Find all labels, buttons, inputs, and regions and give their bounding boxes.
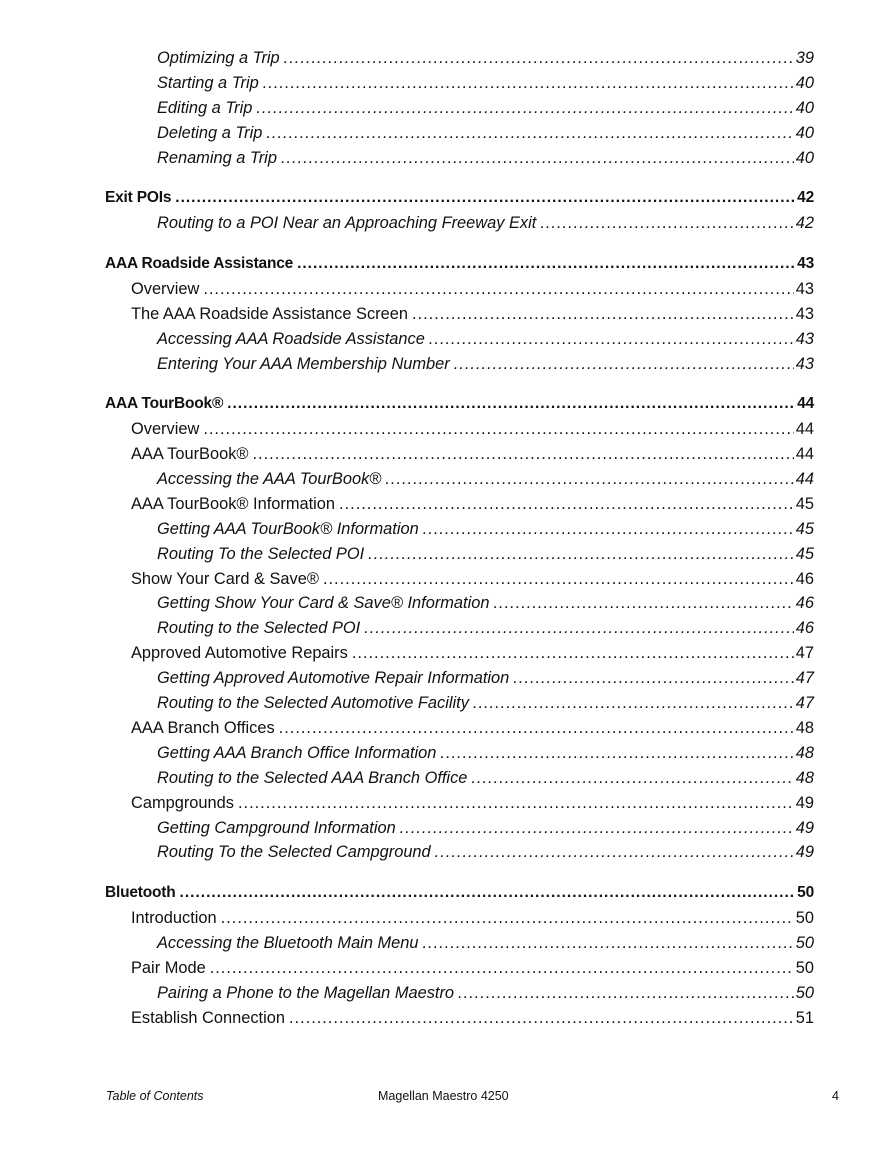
toc-section[interactable]	[131, 906, 814, 930]
toc-entry-page: 46	[795, 619, 814, 638]
toc-entry-label: Getting Approved Automotive Repair Information	[157, 669, 510, 688]
toc-entry[interactable]	[157, 741, 814, 765]
toc-section-page: 51	[795, 1008, 814, 1027]
toc-entry-label: Optimizing a Trip	[157, 49, 280, 67]
toc-entry-page: 48	[795, 743, 814, 762]
toc-section-label: Introduction	[131, 909, 217, 927]
dot-leader	[227, 392, 795, 416]
toc-entry-page: 40	[795, 148, 814, 167]
toc-entry[interactable]	[157, 517, 814, 541]
toc-entry[interactable]	[157, 591, 814, 615]
toc-section[interactable]	[131, 277, 814, 301]
toc-entry-page: 45	[795, 544, 814, 563]
dot-leader	[429, 327, 794, 351]
dot-leader	[368, 542, 794, 566]
toc-section-page: 43	[795, 279, 814, 298]
toc-entry-label: Accessing the AAA TourBook®	[157, 469, 382, 488]
toc-entry-page: 47	[795, 669, 814, 688]
toc-chapter-label: AAA TourBook®	[105, 395, 224, 413]
toc-entry-page: 40	[795, 73, 814, 92]
toc-section-label: Approved Automotive Repairs	[131, 644, 348, 663]
toc-entry-page: 39	[795, 49, 814, 67]
toc-section-label: AAA TourBook® Information	[131, 494, 336, 513]
toc-entry[interactable]	[157, 211, 814, 235]
toc-entry[interactable]	[157, 816, 814, 840]
toc-section-page: 50	[795, 958, 814, 977]
toc-entry[interactable]	[157, 766, 814, 790]
toc-entry-page: 46	[795, 594, 814, 613]
toc-section-label: Pair Mode	[131, 958, 206, 977]
toc-section-page: 45	[795, 494, 814, 513]
toc-section[interactable]	[131, 442, 814, 466]
toc-section[interactable]	[131, 956, 814, 980]
dot-leader	[279, 716, 794, 740]
toc-entry[interactable]	[157, 981, 814, 1005]
dot-leader	[352, 641, 794, 665]
toc-entry-label: Routing to a POI Near an Approaching Freeway Exit	[157, 214, 537, 233]
dot-leader	[540, 211, 793, 235]
dot-leader	[473, 691, 794, 715]
dot-leader	[454, 352, 794, 376]
toc-section-label: Establish Connection	[131, 1008, 285, 1027]
toc-entry[interactable]	[157, 840, 814, 864]
toc-entry-label: Renaming a Trip	[157, 148, 277, 167]
toc-chapter-page: 43	[797, 254, 814, 272]
toc-section[interactable]	[131, 641, 814, 665]
dot-leader	[400, 816, 794, 840]
toc-chapter[interactable]	[105, 186, 814, 210]
toc-entry-label: Routing to the Selected POI	[157, 619, 361, 638]
toc-section-page: 50	[795, 909, 814, 927]
toc-entry-page: 50	[795, 983, 814, 1002]
toc-entry[interactable]	[157, 666, 814, 690]
toc-entry-label: Getting Show Your Card & Save® Information	[157, 594, 490, 613]
toc-section[interactable]	[131, 791, 814, 815]
toc-chapter[interactable]	[105, 881, 814, 905]
dot-leader	[266, 121, 793, 145]
toc-entry-label: Entering Your AAA Membership Number	[157, 354, 450, 373]
toc-entry-label: Editing a Trip	[157, 98, 253, 117]
dot-leader	[513, 666, 793, 690]
dot-leader	[385, 467, 793, 491]
toc-entry[interactable]	[157, 542, 814, 566]
toc-chapter-page: 44	[797, 395, 814, 413]
toc-entry-label: Deleting a Trip	[157, 123, 263, 142]
dot-leader	[435, 840, 794, 864]
toc-entry-page: 40	[795, 123, 814, 142]
toc-section[interactable]	[131, 417, 814, 441]
toc-section-label: Campgrounds	[131, 793, 234, 812]
toc-entry[interactable]	[157, 327, 814, 351]
dot-leader	[221, 906, 794, 930]
toc-entry-page: 44	[795, 469, 814, 488]
toc-chapter-page: 50	[797, 884, 814, 902]
toc-entry-label: Pairing a Phone to the Magellan Maestro	[157, 983, 455, 1002]
toc-section[interactable]	[131, 567, 814, 591]
dot-leader	[471, 766, 793, 790]
toc-section-page: 47	[795, 644, 814, 663]
toc-entry-page: 45	[795, 519, 814, 538]
dot-leader	[440, 741, 793, 765]
toc-entry-label: Accessing AAA Roadside Assistance	[157, 329, 425, 348]
toc-entry-page: 49	[795, 843, 814, 862]
dot-leader	[423, 931, 794, 955]
toc-entry-label: Routing To the Selected POI	[157, 544, 365, 563]
toc-section-page: 43	[795, 304, 814, 323]
dot-leader	[423, 517, 794, 541]
toc-entry[interactable]	[157, 616, 814, 640]
footer-product-name: Magellan Maestro 4250	[378, 1089, 509, 1103]
toc-entry[interactable]	[157, 96, 814, 120]
toc-entry-page: 49	[795, 818, 814, 837]
toc-chapter-page: 42	[797, 189, 814, 207]
toc-section-page: 49	[795, 793, 814, 812]
toc-section-label: AAA Branch Offices	[131, 718, 275, 737]
toc-entry-label: Routing to the Selected Automotive Facility	[157, 694, 469, 712]
toc-entry[interactable]	[157, 467, 814, 491]
toc-section-page: 44	[795, 445, 814, 463]
toc-entry[interactable]	[157, 71, 814, 95]
toc-section[interactable]	[131, 302, 814, 326]
toc-section[interactable]	[131, 1006, 814, 1030]
toc-section-label: AAA TourBook®	[131, 445, 249, 463]
dot-leader	[297, 252, 795, 276]
toc-section-page: 44	[795, 420, 814, 439]
toc-entry-label: Accessing the Bluetooth Main Menu	[157, 933, 419, 952]
toc-entry-page: 40	[795, 98, 814, 117]
toc-entry[interactable]	[157, 146, 814, 170]
dot-leader	[289, 1006, 794, 1030]
toc-section-label: Overview	[131, 279, 200, 298]
toc-entry[interactable]	[157, 691, 814, 715]
dot-leader	[281, 146, 794, 170]
toc-chapter-label: AAA Roadside Assistance	[105, 254, 294, 272]
dot-leader	[263, 71, 794, 95]
dot-leader	[203, 277, 793, 301]
toc-entry-page: 47	[795, 694, 814, 712]
footer-section-title: Table of Contents	[106, 1089, 204, 1103]
toc-entry-page: 43	[795, 354, 814, 373]
toc-entry-label: Getting Campground Information	[157, 818, 396, 837]
dot-leader	[284, 46, 794, 70]
toc-section[interactable]	[131, 716, 814, 740]
footer-page-number: 4	[832, 1089, 839, 1103]
toc-section-page: 46	[795, 569, 814, 588]
dot-leader	[323, 567, 794, 591]
toc-section-label: Overview	[131, 420, 200, 439]
toc-entry-label: Getting AAA Branch Office Information	[157, 743, 437, 762]
toc-entry-page: 50	[795, 933, 814, 952]
toc-chapter[interactable]	[105, 392, 814, 416]
dot-leader	[238, 791, 794, 815]
toc-chapter-label: Bluetooth	[105, 884, 176, 902]
toc-entry[interactable]	[157, 352, 814, 376]
dot-leader	[339, 492, 794, 516]
dot-leader	[458, 981, 794, 1005]
dot-leader	[252, 442, 793, 466]
toc-entry[interactable]	[157, 931, 814, 955]
toc-entry[interactable]	[157, 121, 814, 145]
toc-entry-page: 42	[795, 214, 814, 233]
dot-leader	[364, 616, 794, 640]
toc-entry-label: Getting AAA TourBook® Information	[157, 519, 419, 538]
toc-section-page: 48	[795, 718, 814, 737]
dot-leader	[256, 96, 793, 120]
toc-section-label: The AAA Roadside Assistance Screen	[131, 304, 408, 323]
toc-entry-label: Routing to the Selected AAA Branch Office	[157, 768, 468, 787]
toc-section[interactable]	[131, 492, 814, 516]
dot-leader	[493, 591, 793, 615]
toc-chapter[interactable]	[105, 252, 814, 276]
toc-entry-label: Routing To the Selected Campground	[157, 843, 431, 862]
dot-leader	[203, 417, 793, 441]
toc-chapter-label: Exit POIs	[105, 189, 172, 207]
toc-entry-page: 48	[795, 768, 814, 787]
dot-leader	[180, 881, 796, 905]
dot-leader	[210, 956, 794, 980]
dot-leader	[175, 186, 795, 210]
toc-entry-page: 43	[795, 329, 814, 348]
toc-section-label: Show Your Card & Save®	[131, 569, 319, 588]
dot-leader	[412, 302, 794, 326]
toc-entry-label: Starting a Trip	[157, 73, 259, 92]
toc-entry[interactable]	[157, 46, 814, 70]
